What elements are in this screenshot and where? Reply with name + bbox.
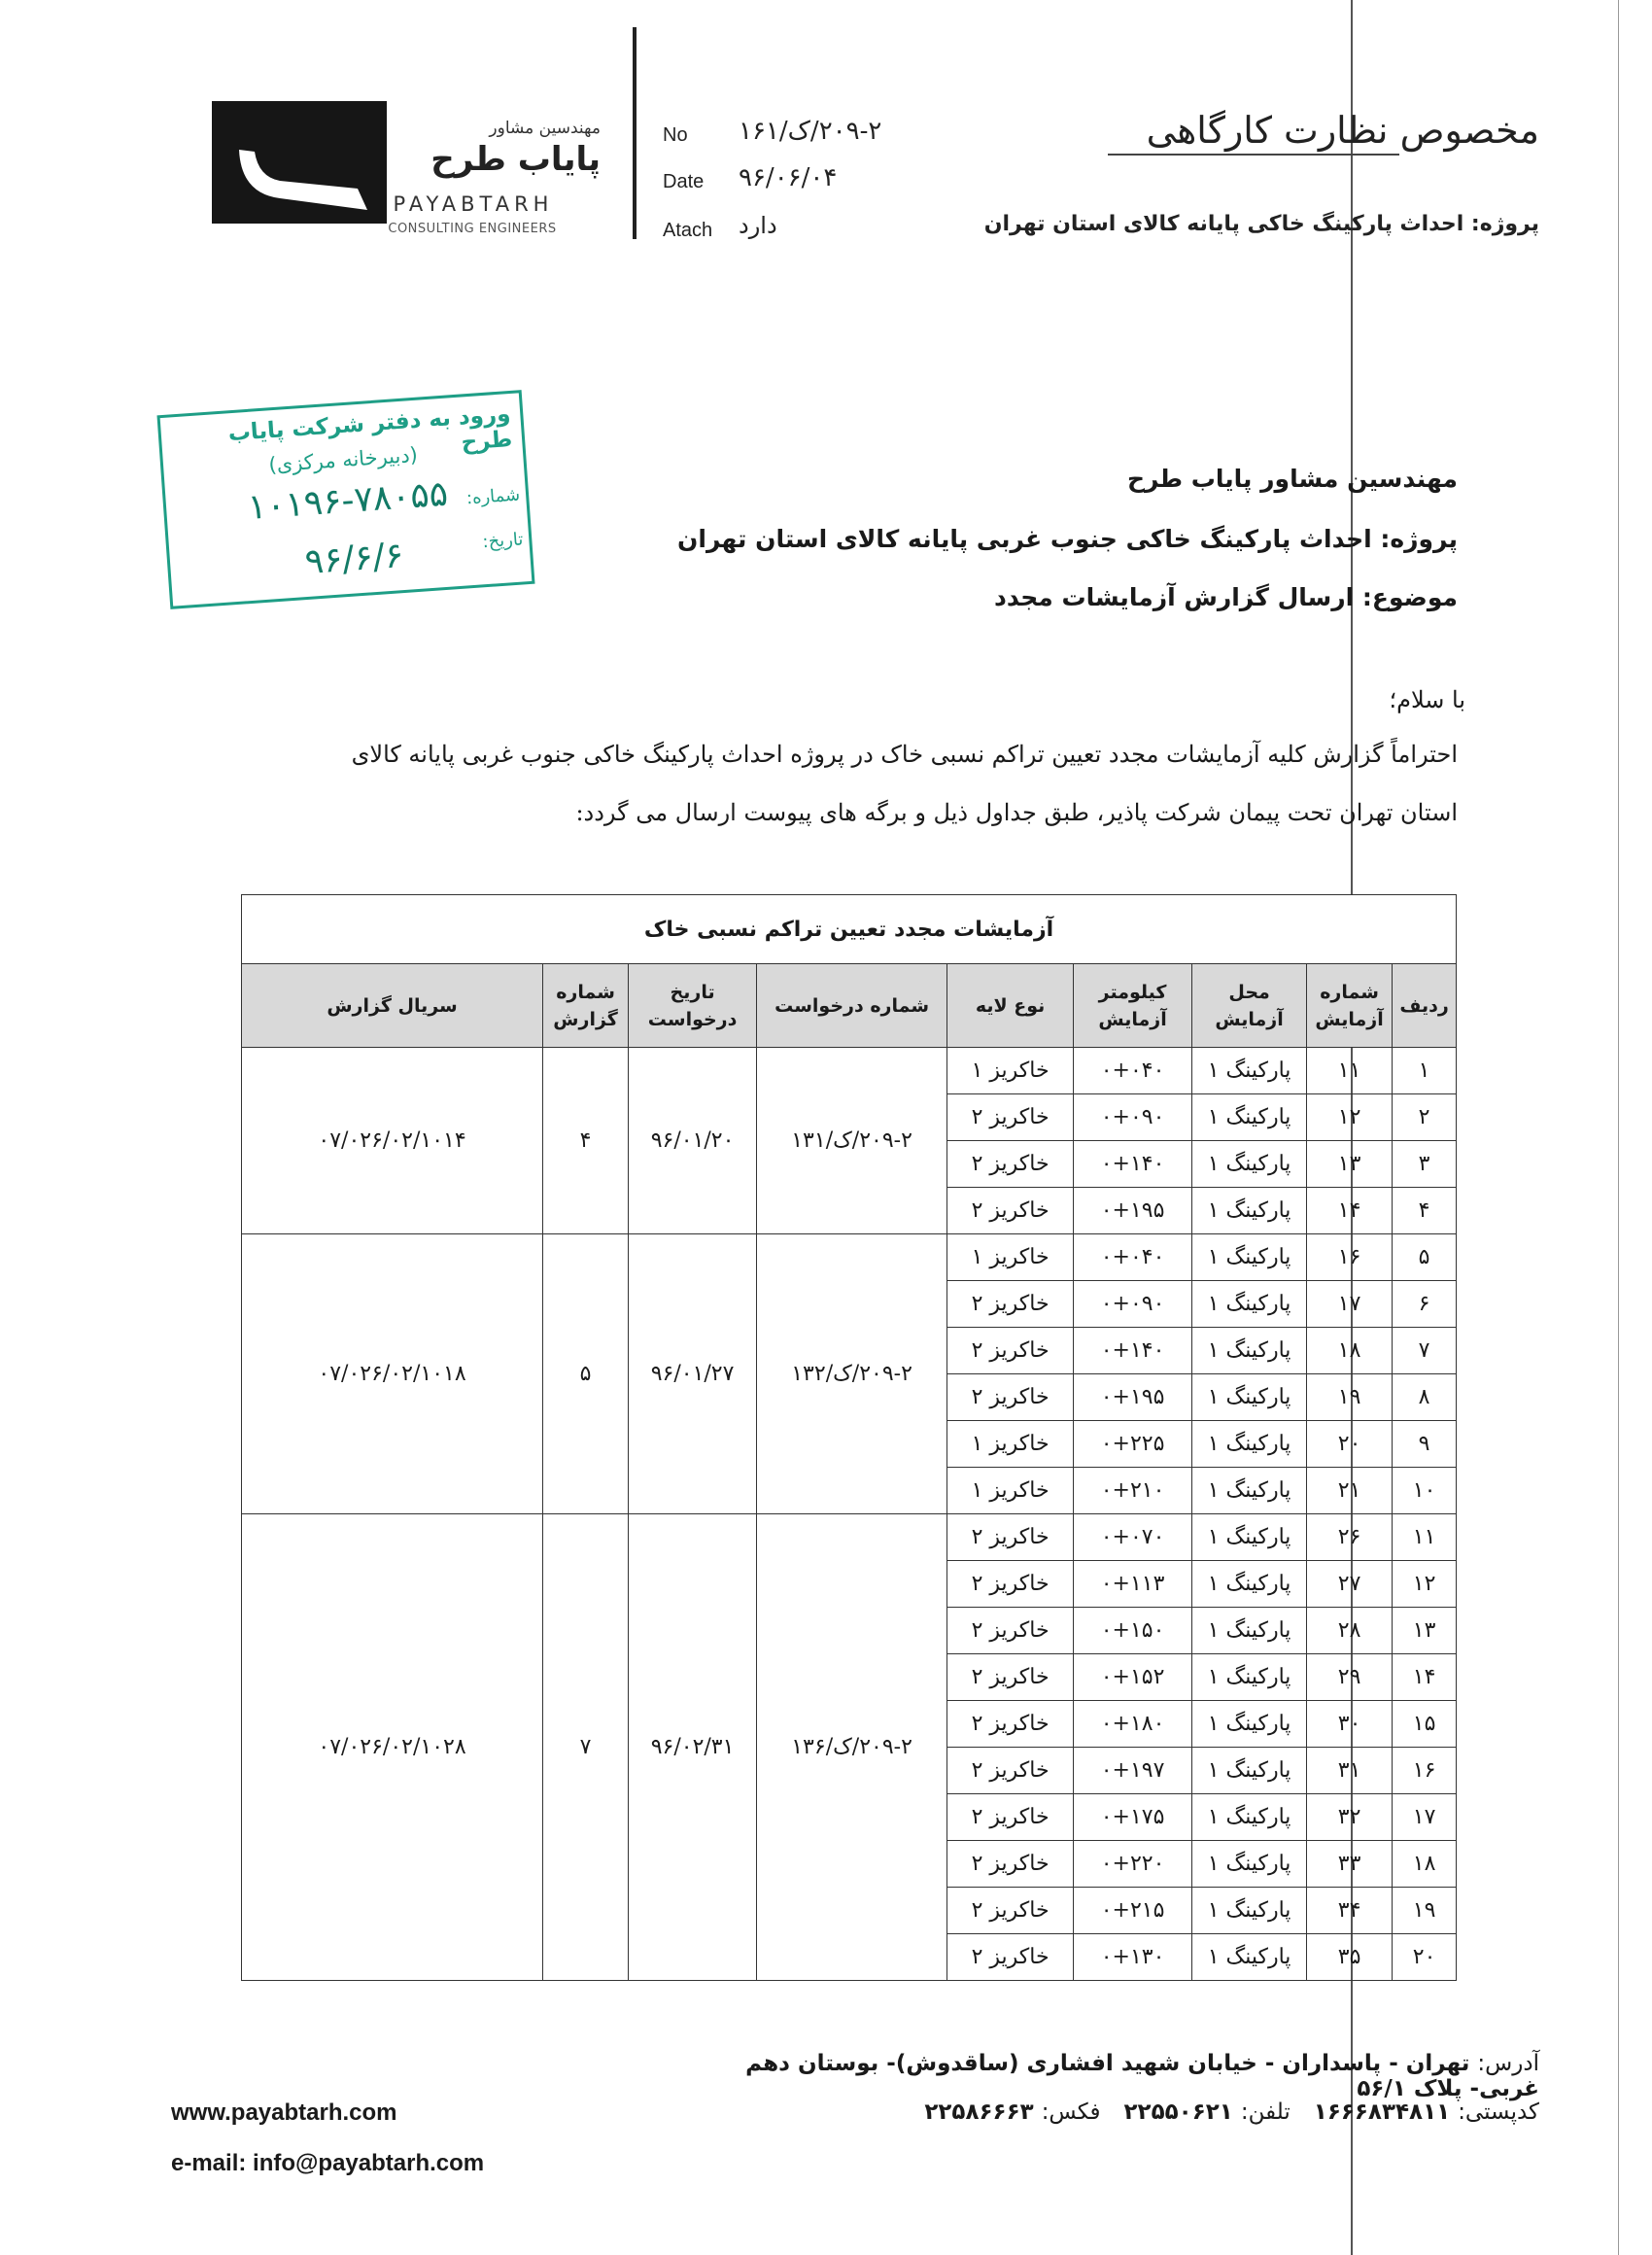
cell-location: پارکینگ ۱ xyxy=(1192,1234,1307,1281)
cell-test-no: ۱۸ xyxy=(1307,1328,1393,1374)
cell-location: پارکینگ ۱ xyxy=(1192,1888,1307,1934)
cell-serial: ۰۷/۰۲۶/۰۲/۱۰۱۴ xyxy=(242,1048,543,1234)
logo-text-english: PAYABTARH xyxy=(393,192,554,216)
table-row xyxy=(242,1234,1457,1281)
cell-location: پارکینگ ۱ xyxy=(1192,1794,1307,1841)
cell-test-no: ۲۶ xyxy=(1307,1514,1393,1561)
cell-layer: خاکریز ۲ xyxy=(947,1561,1074,1608)
header-title: مخصوص نظارت کارگاهی xyxy=(1146,109,1539,152)
cell-test-no: ۳۳ xyxy=(1307,1841,1393,1888)
cell-km: ۰+۲۲۰ xyxy=(1074,1841,1192,1888)
cell-layer: خاکریز ۲ xyxy=(947,1654,1074,1701)
cell-layer: خاکریز ۲ xyxy=(947,1514,1074,1561)
cell-km: ۰+۱۹۵ xyxy=(1074,1188,1192,1234)
cell-location: پارکینگ ۱ xyxy=(1192,1048,1307,1094)
table-row xyxy=(242,1514,1457,1561)
cell-km: ۰+۲۱۵ xyxy=(1074,1888,1192,1934)
cell-layer: خاکریز ۱ xyxy=(947,1234,1074,1281)
cell-row: ۱۰ xyxy=(1393,1468,1457,1514)
cell-km: ۰+۰۴۰ xyxy=(1074,1234,1192,1281)
cell-row: ۷ xyxy=(1393,1328,1457,1374)
cell-test-no: ۱۴ xyxy=(1307,1188,1393,1234)
cell-test-no: ۲۰ xyxy=(1307,1421,1393,1468)
cell-test-no: ۱۲ xyxy=(1307,1094,1393,1141)
cell-layer: خاکریز ۲ xyxy=(947,1701,1074,1748)
cell-km: ۰+۱۵۰ xyxy=(1074,1608,1192,1654)
cell-km: ۰+۱۵۲ xyxy=(1074,1654,1192,1701)
cell-serial: ۰۷/۰۲۶/۰۲/۱۰۲۸ xyxy=(242,1514,543,1981)
cell-location: پارکینگ ۱ xyxy=(1192,1841,1307,1888)
cell-row: ۹ xyxy=(1393,1421,1457,1468)
cell-location: پارکینگ ۱ xyxy=(1192,1281,1307,1328)
cell-test-no: ۳۲ xyxy=(1307,1794,1393,1841)
table-caption: آزمایشات مجدد تعیین تراکم نسبی خاک xyxy=(242,895,1457,964)
cell-location: پارکینگ ۱ xyxy=(1192,1421,1307,1468)
cell-location: پارکینگ ۱ xyxy=(1192,1468,1307,1514)
cell-layer: خاکریز ۲ xyxy=(947,1328,1074,1374)
footer-email[interactable]: e-mail: info@payabtarh.com xyxy=(171,2150,485,2176)
header-request-no: شماره درخواست xyxy=(757,964,947,1048)
cell-row: ۴ xyxy=(1393,1188,1457,1234)
cell-km: ۰+۱۹۵ xyxy=(1074,1374,1192,1421)
stamp-date-value: ۹۶/۶/۶ xyxy=(303,536,405,583)
cell-test-no: ۱۷ xyxy=(1307,1281,1393,1328)
table-row xyxy=(242,1048,1457,1094)
cell-test-no: ۳۰ xyxy=(1307,1701,1393,1748)
cell-row: ۲۰ xyxy=(1393,1934,1457,1981)
cell-request-no: ۲۰۹-۲/ک/۱۳۱ xyxy=(757,1048,947,1234)
cell-km: ۰+۱۱۳ xyxy=(1074,1561,1192,1608)
cell-row: ۱۷ xyxy=(1393,1794,1457,1841)
cell-test-no: ۲۸ xyxy=(1307,1608,1393,1654)
header-request-date: تاریخ درخواست xyxy=(629,964,757,1048)
letter-body-line-2: استان تهران تحت پیمان شرکت پاذیر، طبق جداول ذیل و برگه های پیوست ارسال می گردد: xyxy=(575,799,1458,826)
table-body xyxy=(242,1048,1457,1981)
cell-report-no: ۷ xyxy=(543,1514,629,1981)
logo-text-small: مهندسین مشاور xyxy=(489,119,601,138)
footer-contact xyxy=(680,2099,1539,2125)
stamp-subtitle: (دبیرخانه مرکزی) xyxy=(267,442,419,477)
logo-subtitle: CONSULTING ENGINEERS xyxy=(388,222,557,236)
cell-row: ۵ xyxy=(1393,1234,1457,1281)
header-location: محل آزمایش xyxy=(1192,964,1307,1048)
header-layer: نوع لایه xyxy=(947,964,1074,1048)
header-test-no: شماره آزمایش xyxy=(1307,964,1393,1048)
header-project: پروژه: احداث پارکینگ خاکی پایانه کالای استان تهران xyxy=(983,212,1539,236)
cell-location: پارکینگ ۱ xyxy=(1192,1374,1307,1421)
cell-test-no: ۳۵ xyxy=(1307,1934,1393,1981)
cell-test-no: ۱۹ xyxy=(1307,1374,1393,1421)
letter-project: پروژه: احداث پارکینگ خاکی جنوب غربی پایانه کالای استان تهران xyxy=(677,525,1458,553)
cell-layer: خاکریز ۲ xyxy=(947,1608,1074,1654)
cell-location: پارکینگ ۱ xyxy=(1192,1328,1307,1374)
cell-serial: ۰۷/۰۲۶/۰۲/۱۰۱۸ xyxy=(242,1234,543,1514)
fax-value: ۲۲۵۸۶۶۶۳ xyxy=(924,2099,1034,2125)
test-results-table xyxy=(241,894,1457,1981)
cell-test-no: ۲۱ xyxy=(1307,1468,1393,1514)
header-serial: سریال گزارش xyxy=(242,964,543,1048)
cell-km: ۰+۰۹۰ xyxy=(1074,1094,1192,1141)
cell-km: ۰+۰۷۰ xyxy=(1074,1514,1192,1561)
date-value: ۹۶/۰۶/۰۴ xyxy=(739,163,838,192)
cell-row: ۸ xyxy=(1393,1374,1457,1421)
cell-request-date: ۹۶/۰۲/۳۱ xyxy=(629,1514,757,1981)
cell-layer: خاکریز ۲ xyxy=(947,1094,1074,1141)
cell-row: ۱۹ xyxy=(1393,1888,1457,1934)
cell-row: ۱۶ xyxy=(1393,1748,1457,1794)
cell-request-date: ۹۶/۰۱/۲۷ xyxy=(629,1234,757,1514)
cell-km: ۰+۱۳۰ xyxy=(1074,1934,1192,1981)
stamp-number-label: شماره: xyxy=(465,484,521,509)
cell-layer: خاکریز ۲ xyxy=(947,1888,1074,1934)
cell-location: پارکینگ ۱ xyxy=(1192,1188,1307,1234)
cell-km: ۰+۱۸۰ xyxy=(1074,1701,1192,1748)
attach-label: Atach xyxy=(663,220,713,241)
cell-row: ۱۵ xyxy=(1393,1701,1457,1748)
cell-km: ۰+۰۹۰ xyxy=(1074,1281,1192,1328)
cell-location: پارکینگ ۱ xyxy=(1192,1141,1307,1188)
no-label: No xyxy=(663,124,688,146)
tel-value: ۲۲۵۵۰۶۲۱ xyxy=(1123,2099,1233,2125)
stamp-title: ورود به دفتر شرکت پایاب طرح xyxy=(226,401,513,456)
date-label: Date xyxy=(663,171,705,192)
logo-text-persian: پایاب طرح xyxy=(430,140,601,179)
postal-value: ۱۶۶۶۸۳۴۸۱۱ xyxy=(1313,2099,1451,2125)
cell-row: ۱۴ xyxy=(1393,1654,1457,1701)
stamp-number-value: ۱۰۱۹۶-۷۸۰۵۵ xyxy=(246,473,450,529)
address-value: تهران - پاسداران - خیابان شهید افشاری (ساقدوش)- بوستان دهم غربی- پلاک ۵۶/۱ xyxy=(745,2051,1539,2101)
attach-value: دارد xyxy=(739,212,777,239)
cell-test-no: ۲۷ xyxy=(1307,1561,1393,1608)
cell-layer: خاکریز ۲ xyxy=(947,1188,1074,1234)
cell-location: پارکینگ ۱ xyxy=(1192,1608,1307,1654)
cell-km: ۰+۱۹۷ xyxy=(1074,1748,1192,1794)
cell-km: ۰+۰۴۰ xyxy=(1074,1048,1192,1094)
cell-request-no: ۲۰۹-۲/ک/۱۳۲ xyxy=(757,1234,947,1514)
cell-km: ۰+۱۴۰ xyxy=(1074,1328,1192,1374)
cell-location: پارکینگ ۱ xyxy=(1192,1934,1307,1981)
header-km: کیلومتر آزمایش xyxy=(1074,964,1192,1048)
cell-row: ۳ xyxy=(1393,1141,1457,1188)
cell-location: پارکینگ ۱ xyxy=(1192,1748,1307,1794)
header-row: ردیف xyxy=(1393,964,1457,1048)
cell-km: ۰+۲۱۰ xyxy=(1074,1468,1192,1514)
no-value: ۲۰۹-۲/ک/۱۶۱ xyxy=(739,117,882,146)
cell-layer: خاکریز ۲ xyxy=(947,1748,1074,1794)
cell-layer: خاکریز ۲ xyxy=(947,1934,1074,1981)
cell-location: پارکینگ ۱ xyxy=(1192,1561,1307,1608)
cell-km: ۰+۱۴۰ xyxy=(1074,1141,1192,1188)
cell-report-no: ۴ xyxy=(543,1048,629,1234)
fax-label: فکس: xyxy=(1041,2099,1101,2125)
stamp-date-label: تاریخ: xyxy=(481,529,525,553)
cell-request-no: ۲۰۹-۲/ک/۱۳۶ xyxy=(757,1514,947,1981)
cell-test-no: ۳۴ xyxy=(1307,1888,1393,1934)
cell-row: ۱ xyxy=(1393,1048,1457,1094)
receipt-stamp xyxy=(156,390,534,609)
cell-test-no: ۲۹ xyxy=(1307,1654,1393,1701)
address-label: آدرس: xyxy=(1477,2051,1539,2076)
footer-website[interactable]: www.payabtarh.com xyxy=(171,2099,397,2126)
letter-recipient: مهندسین مشاور پایاب طرح xyxy=(1126,465,1458,493)
cell-report-no: ۵ xyxy=(543,1234,629,1514)
cell-test-no: ۱۱ xyxy=(1307,1048,1393,1094)
cell-test-no: ۱۳ xyxy=(1307,1141,1393,1188)
letter-body-line-1: احتراماً گزارش کلیه آزمایشات مجدد تعیین تراکم نسبی خاک در پروژه احداث پارکینگ خاکی جنوب غربی پایانه کالای xyxy=(351,741,1458,768)
cell-layer: خاکریز ۱ xyxy=(947,1468,1074,1514)
cell-km: ۰+۲۲۵ xyxy=(1074,1421,1192,1468)
header-title-underline xyxy=(1108,154,1399,156)
cell-layer: خاکریز ۲ xyxy=(947,1374,1074,1421)
cell-location: پارکینگ ۱ xyxy=(1192,1701,1307,1748)
cell-test-no: ۱۶ xyxy=(1307,1234,1393,1281)
cell-row: ۱۲ xyxy=(1393,1561,1457,1608)
header-report-no: شماره گزارش xyxy=(543,964,629,1048)
cell-row: ۶ xyxy=(1393,1281,1457,1328)
footer-address xyxy=(680,2051,1539,2101)
cell-location: پارکینگ ۱ xyxy=(1192,1094,1307,1141)
letter-subject: موضوع: ارسال گزارش آزمایشات مجدد xyxy=(994,583,1458,611)
cell-location: پارکینگ ۱ xyxy=(1192,1514,1307,1561)
postal-label: کدپستی: xyxy=(1458,2099,1539,2125)
cell-layer: خاکریز ۲ xyxy=(947,1794,1074,1841)
cell-test-no: ۳۱ xyxy=(1307,1748,1393,1794)
cell-layer: خاکریز ۲ xyxy=(947,1141,1074,1188)
cell-layer: خاکریز ۲ xyxy=(947,1281,1074,1328)
cell-request-date: ۹۶/۰۱/۲۰ xyxy=(629,1048,757,1234)
cell-row: ۱۳ xyxy=(1393,1608,1457,1654)
letter-greeting: با سلام؛ xyxy=(1389,686,1465,713)
cell-row: ۱۸ xyxy=(1393,1841,1457,1888)
cell-location: پارکینگ ۱ xyxy=(1192,1654,1307,1701)
page-edge-line xyxy=(1618,0,1619,2255)
tel-label: تلفن: xyxy=(1240,2099,1291,2125)
cell-row: ۱۱ xyxy=(1393,1514,1457,1561)
cell-layer: خاکریز ۱ xyxy=(947,1048,1074,1094)
cell-km: ۰+۱۷۵ xyxy=(1074,1794,1192,1841)
cell-layer: خاکریز ۱ xyxy=(947,1421,1074,1468)
cell-row: ۲ xyxy=(1393,1094,1457,1141)
cell-layer: خاکریز ۲ xyxy=(947,1841,1074,1888)
header-divider xyxy=(633,27,637,239)
